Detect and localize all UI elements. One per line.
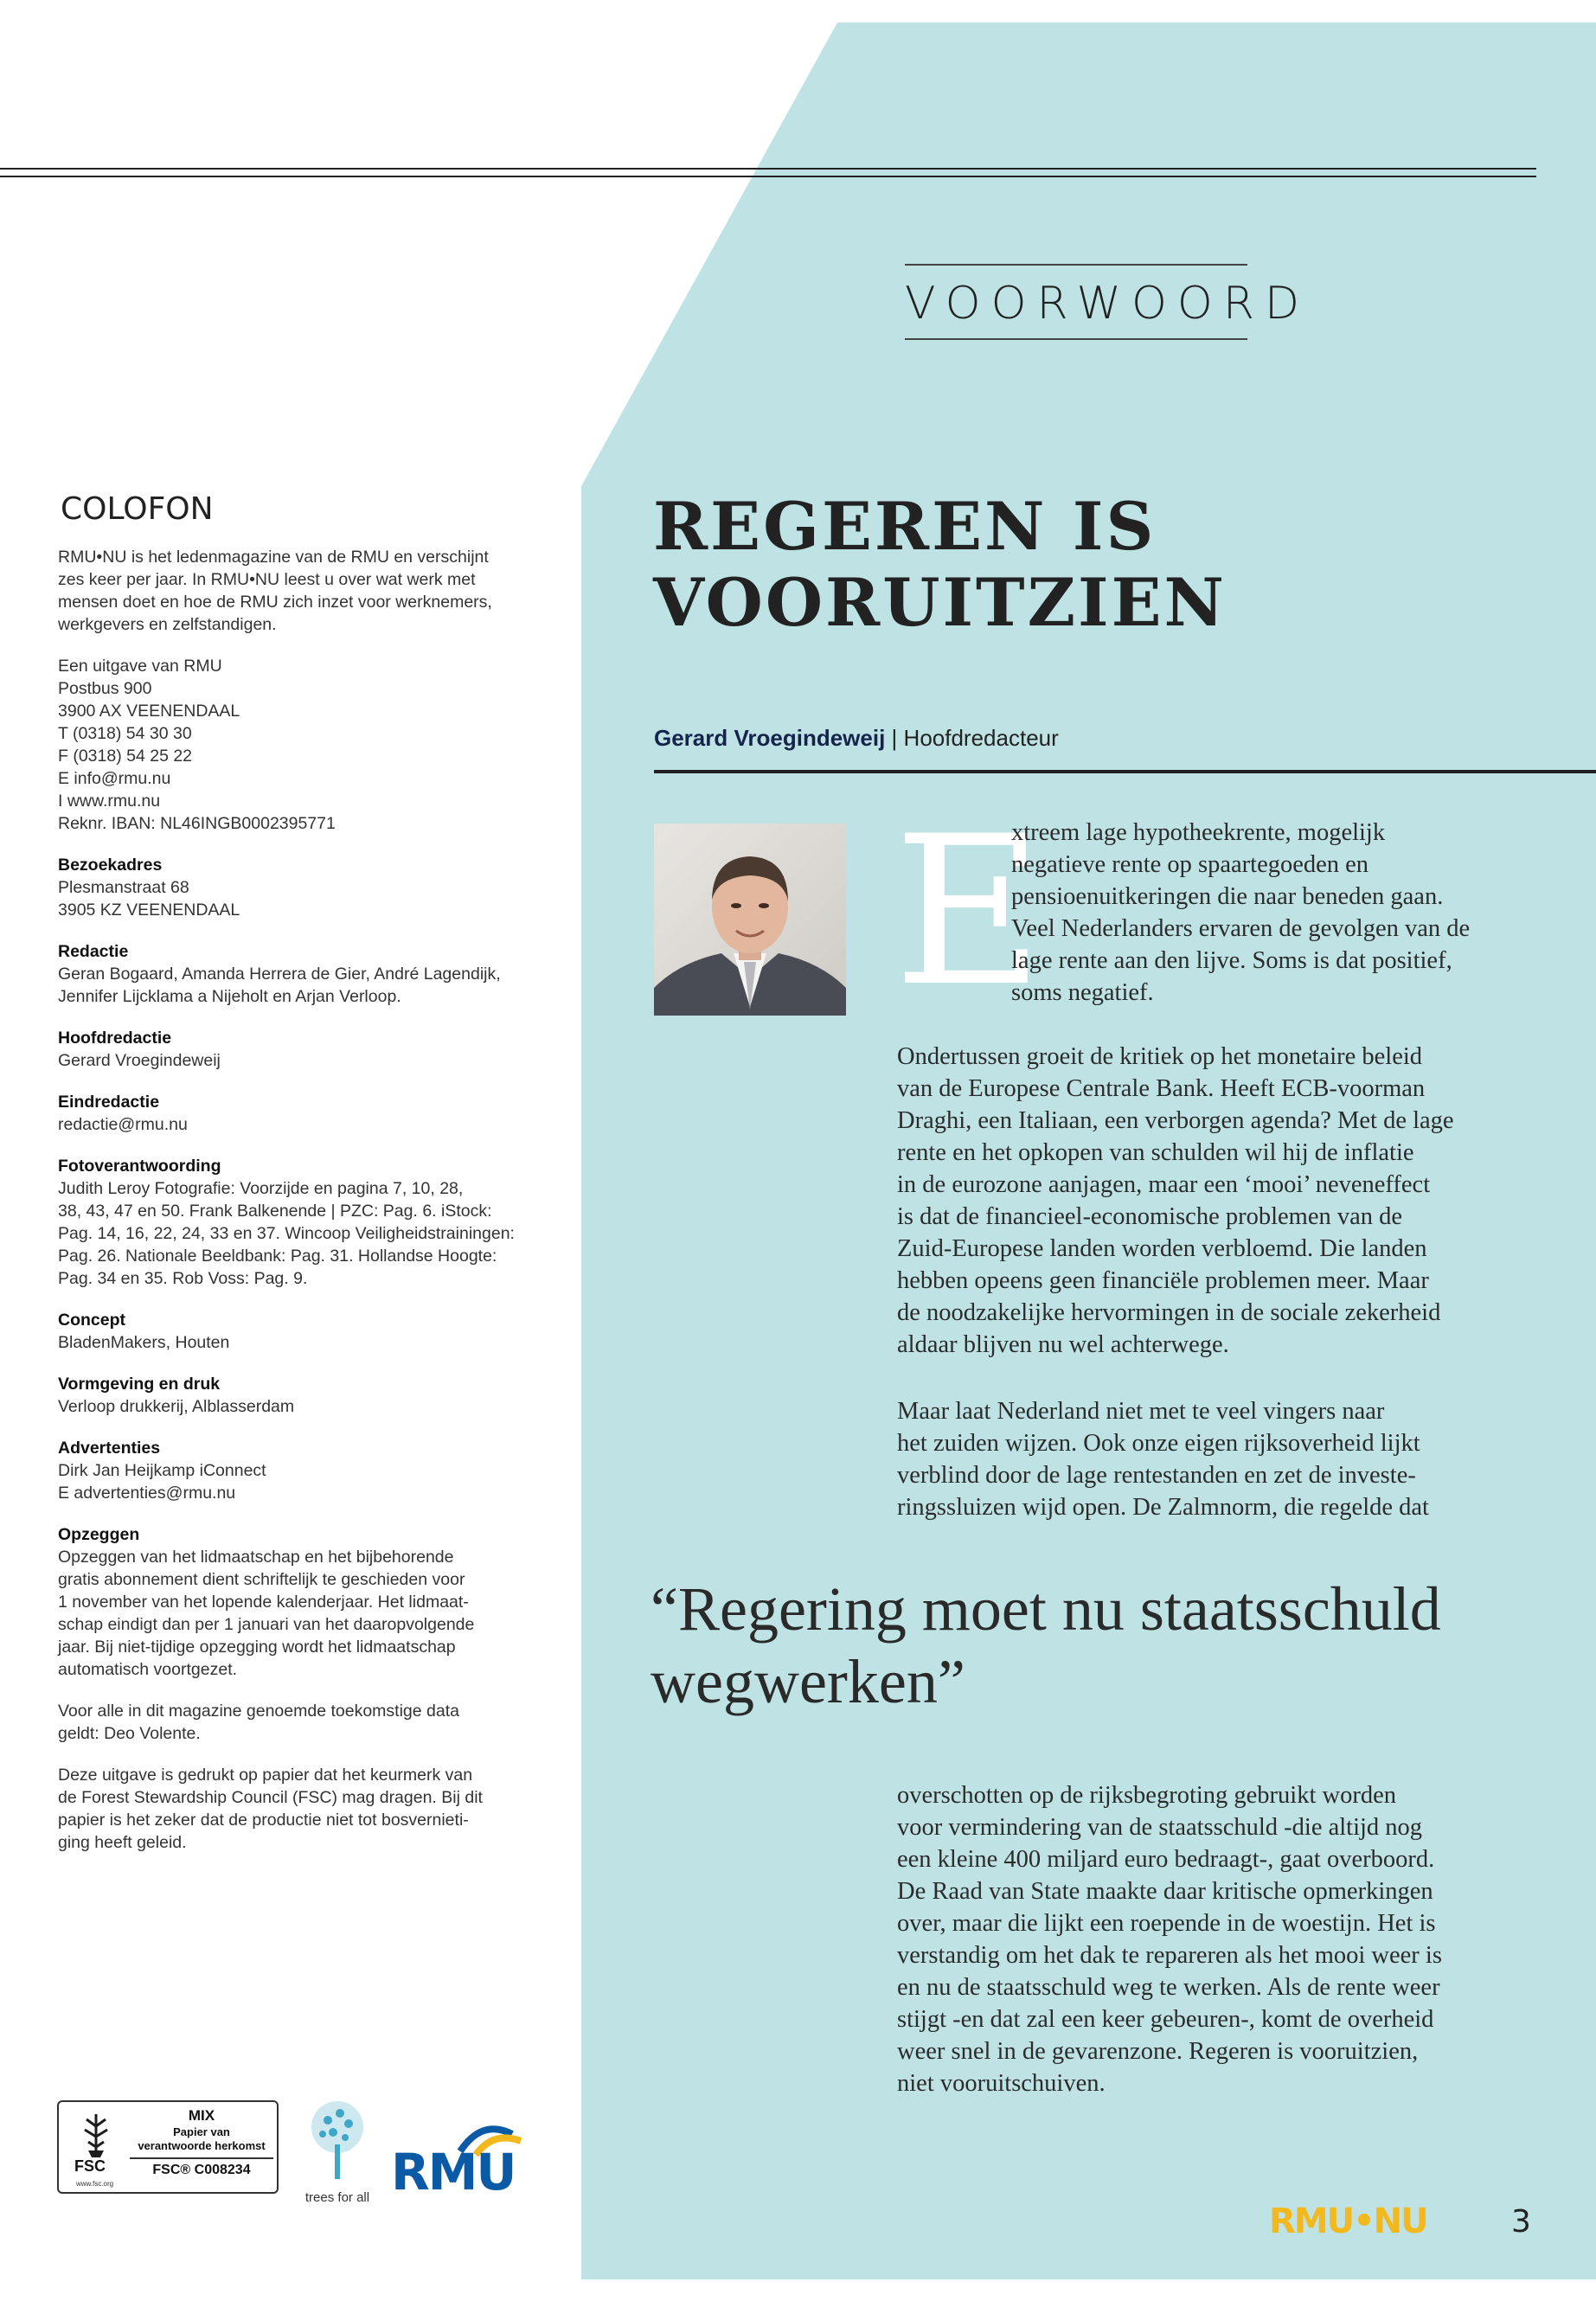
- article-intro: xtreem lage hypotheekrente, mogelijk negatieve rente op spaartegoeden en pensioenuitkeringen die naar beneden gaan. Veel Nederlanders ervaren de gevolgen van de lage rente aan den lijve. Soms is dat positief, soms negatief.: [1011, 819, 1471, 1006]
- byline: [654, 725, 1059, 752]
- colofon-advertenties: Advertenties Dirk Jan Heijkamp iConnect E advertenties@rmu.nu: [58, 1439, 266, 1503]
- colofon-eindredactie: Eindredactie redactie@rmu.nu: [58, 1093, 188, 1134]
- rmu-nu-footer-logo: RMU•NU: [1269, 2202, 1427, 2241]
- colofon-fotoverantwoording: Fotoverantwoording Judith Leroy Fotografie: Voorzijde en pagina 7, 10, 28, 38, 43, 47 en 50. Frank Balkenende | PZC: Pag. 6. iStock: Pag. 14, 16, 22, 24, 33 en 37. Wincoop Veiligheidstrainingen: Pag. 26. Nationale Beeldbank: Pag. 31. Hollandse Hoogte: Pag. 34 en 35. Rob Voss: Pag. 9.: [58, 1157, 515, 1288]
- article-paragraph: overschotten op de rijksbegroting gebruikt worden voor vermindering van de staatsschuld -die altijd nog een kleine 400 miljard euro bedraagt-, gaat overboord. De Raad van State maakte daar kritische opmerkingen over, maar die lijkt een roepende in de woestijn. Het is verstandig om het dak te repareren als het mooi weer is en nu de staatsschuld weg te werken. Als de rente weer stijgt -en dat zal een keer gebeuren-, komt de overheid weer snel in de gevarenzone. Regeren is vooruitzien, niet vooruitschuiven.: [897, 1782, 1442, 2097]
- colofon-redactie: Redactie Geran Bogaard, Amanda Herrera de Gier, André Lagendijk, Jennifer Lijcklama a Nijeholt en Arjan Verloop.: [58, 942, 501, 1006]
- pull-quote: “Regering moet nu staatsschuld wegwerken”: [651, 1574, 1441, 1716]
- colofon-fsc-note: Deze uitgave is gedrukt op papier dat het keurmerk van de Forest Stewardship Council (FSC) mag dragen. Bij dit papier is het zeker dat de productie niet tot bosvernieti- ging heeft geleid.: [58, 1766, 483, 1852]
- author-role: Hoofdredacteur: [903, 725, 1059, 751]
- article-title: REGEREN IS VOORUITZIEN: [653, 488, 1227, 641]
- fsc-text: MIX Papier van verantwoorde herkomst FSC® C008234: [130, 2107, 273, 2178]
- colofon-opzeggen: Opzeggen Opzeggen van het lidmaatschap en het bijbehorende gratis abonnement dient schriftelijk te geschieden voor 1 november van het lopende kalenderjaar. Het lidmaat- schap eindigt dan per 1 januari van het daaropvolgende jaar. Bij niet-tijdige opzegging wordt het lidmaatschap automatisch voortgezet.: [58, 1525, 475, 1679]
- tree-icon: [307, 2098, 368, 2184]
- rmu-logo: [391, 2127, 538, 2205]
- byline-separator: |: [891, 725, 898, 751]
- article-paragraph: Ondertussen groeit de kritiek op het monetaire beleid van de Europese Centrale Bank. Heeft ECB-voorman Draghi, een Italiaan, een verborgen agenda? Met de lage rente en het opkopen van schulden wil hij de inflatie in de eurozone aanjagen, maar een ‘mooi’ neveneffect is dat de financieel-economische problemen van de Zuid-Europese landen worden verbloemd. Die landen hebben opeens geen financiële problemen meer. Maar de noodzakelijke hervormingen in de sociale zekerheid aldaar blijven nu wel achterwege.: [897, 1043, 1454, 1358]
- colofon-hoofdredactie: Hoofdredactie Gerard Vroegindeweij: [58, 1029, 221, 1070]
- colofon: [58, 491, 534, 1873]
- section-label: VOORWOORD: [905, 264, 1247, 340]
- trees-for-all-logo: [296, 2098, 379, 2205]
- trees-caption: trees for all: [304, 2190, 370, 2205]
- drop-cap: E: [894, 792, 1044, 1032]
- fsc-logo: [57, 2100, 279, 2194]
- top-rule: [0, 168, 1536, 170]
- fsc-url: www.fsc.org: [76, 2180, 114, 2188]
- colofon-title: COLOFON: [61, 491, 214, 527]
- page-number: 3: [1511, 2204, 1531, 2240]
- colofon-vormgeving: Vormgeving en druk Verloop drukkerij, Alblasserdam: [58, 1375, 295, 1416]
- author-name: Gerard Vroegindeweij: [654, 725, 886, 751]
- colofon-deo-volente: Voor alle in dit magazine genoemde toekomstige data geldt: Deo Volente.: [58, 1702, 459, 1743]
- byline-rule: [654, 770, 1596, 773]
- article-paragraph: Maar laat Nederland niet met te veel vingers naar het zuiden wijzen. Ook onze eigen rijksoverheid lijkt verblind door de lage rentestanden en zet de investe- ringssluizen wijd open. De Zalmnorm, die regelde dat: [897, 1398, 1429, 1521]
- author-portrait: [654, 824, 846, 1016]
- fsc-label: FSC: [74, 2157, 106, 2175]
- colofon-publisher: Een uitgave van RMU Postbus 900 3900 AX VEENENDAAL T (0318) 54 30 30 F (0318) 54 25 22 E info@rmu.nu I www.rmu.nu Reknr. IBAN: NL46INGB0002395771: [58, 657, 336, 833]
- rmu-wordmark: RMU: [391, 2143, 516, 2202]
- colofon-concept: Concept BladenMakers, Houten: [58, 1311, 230, 1352]
- colofon-intro: RMU•NU is het ledenmagazine van de RMU en verschijnt zes keer per jaar. In RMU•NU leest u over wat werk met mensen doet en hoe de RMU zich inzet voor werknemers, werkgevers en zelfstandigen.: [58, 548, 492, 634]
- colofon-bezoekadres: Bezoekadres Plesmanstraat 68 3905 KZ VEENENDAAL: [58, 856, 240, 920]
- top-rule: [0, 176, 1536, 177]
